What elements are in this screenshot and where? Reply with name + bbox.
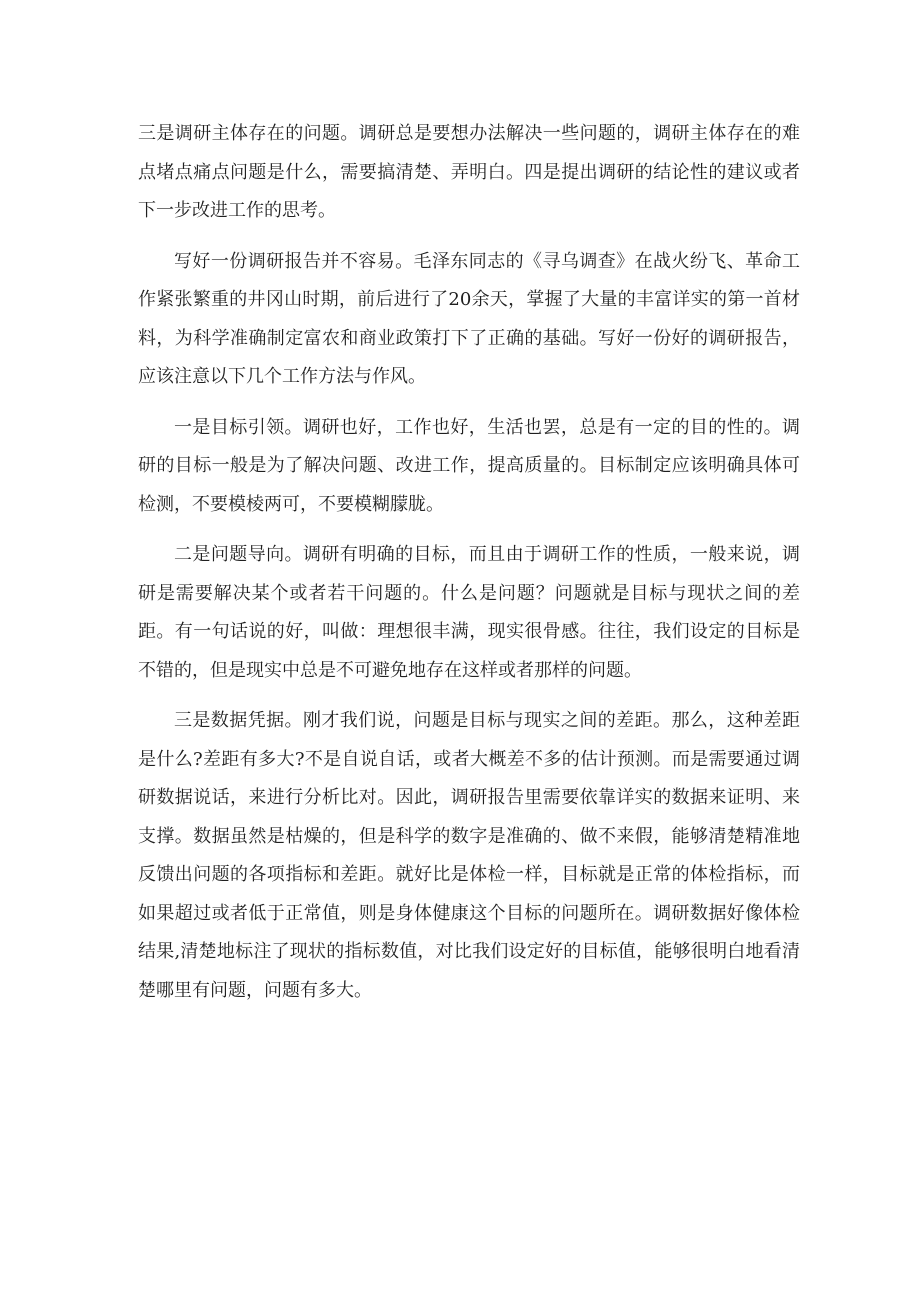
paragraph-2: 写好一份调研报告并不容易。毛泽东同志的《寻乌调查》在战火纷飞、革命工作紧张繁重的井冈山时期，前后进行了20余天，掌握了大量的丰富详实的第一首材料，为科学准确制定富农和商业政策打下了正确的基础。写好一份好的调研报告，应该注意以下几个工作方法与作风。 bbox=[138, 250, 800, 387]
paragraph-3: 一是目标引领。调研也好，工作也好，生活也罢，总是有一定的目的性的。调研的目标一般是为了解决问题、改进工作，提高质量的。目标制定应该明确具体可检测，不要模棱两可，不要模糊朦胧。 bbox=[138, 416, 800, 515]
paragraph-4: 二是问题导向。调研有明确的目标，而且由于调研工作的性质，一般来说，调研是需要解决某个或者若干问题的。什么是问题？问题就是目标与现状之间的差距。有一句话说的好，叫做：理想很丰满，现实很骨感。往往，我们设定的目标是不错的，但是现实中总是不可避免地存在这样或者那样的问题。 bbox=[138, 544, 800, 681]
paragraph-5: 三是数据凭据。刚才我们说，问题是目标与现实之间的差距。那么，这种差距是什么?差距有多大?不是自说自话，或者大概差不多的估计预测。而是需要通过调研数据说话，来进行分析比对。因此，调研报告里需要依靠详实的数据来证明、来支撑。数据虽然是枯燥的，但是科学的数字是准确的、做不来假，能够清楚精准地反馈出问题的各项指标和差距。就好比是体检一样，目标就是正常的体检指标，而如果超过或者低于正常值，则是身体健康这个目标的问题所在。调研数据好像体检结果,清楚地标注了现状的指标数值，对比我们设定好的目标值，能够很明白地看清楚哪里有问题，问题有多大。 bbox=[138, 710, 800, 1001]
paragraph-1: 三是调研主体存在的问题。调研总是要想办法解决一些问题的，调研主体存在的难点堵点痛点问题是什么，需要搞清楚、弄明白。四是提出调研的结论性的建议或者下一步改进工作的思考。 bbox=[138, 123, 800, 221]
document-body bbox=[138, 115, 800, 1022]
